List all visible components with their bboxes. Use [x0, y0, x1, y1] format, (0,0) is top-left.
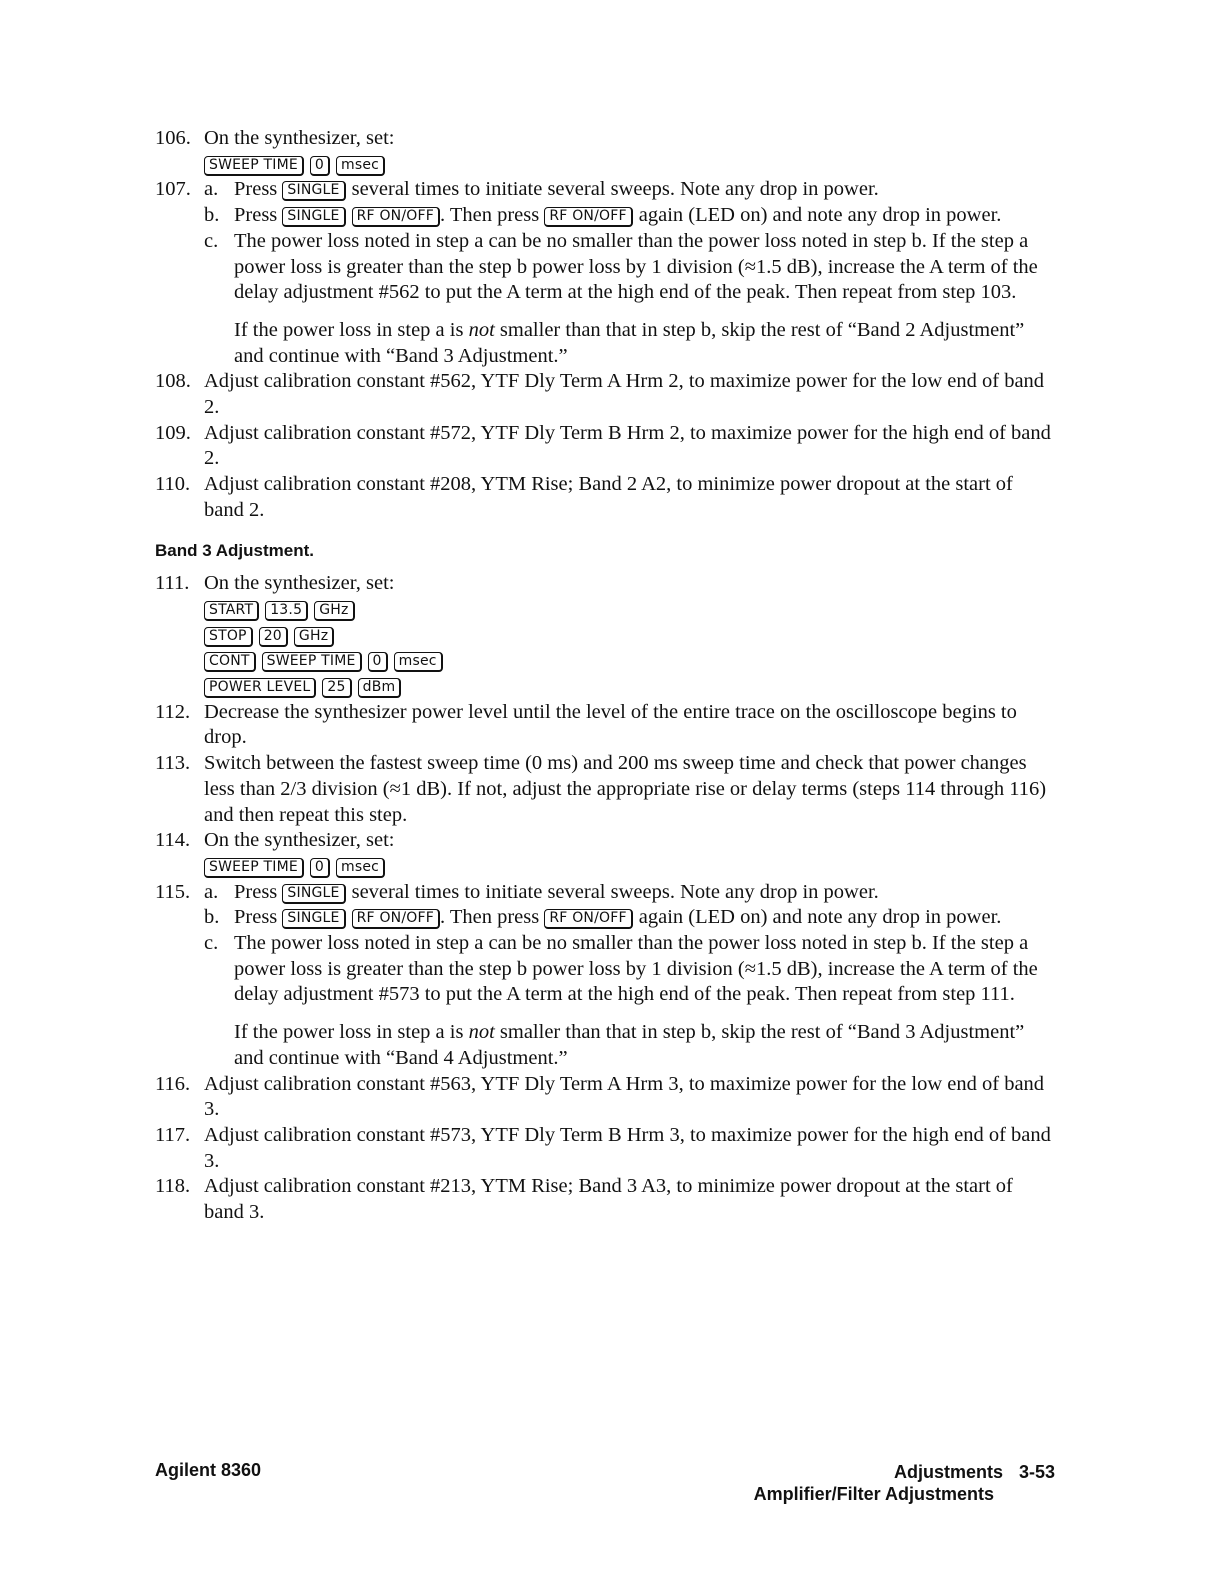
key-sequence: [204, 854, 1055, 880]
key-single[interactable]: SINGLE: [282, 207, 345, 227]
substep-b: [204, 905, 1055, 931]
key-25[interactable]: 25: [322, 678, 351, 698]
step-116: [155, 1072, 1055, 1123]
substep-label: a.: [204, 880, 219, 903]
step-111: [155, 571, 1055, 699]
key-single[interactable]: SINGLE: [282, 909, 345, 929]
step-number: 108.: [155, 370, 191, 393]
text: several times to initiate several sweeps. Note any drop in power.: [351, 178, 879, 201]
step-113: [155, 751, 1055, 828]
section-heading: Band 3 Adjustment.: [155, 540, 314, 560]
key-0[interactable]: 0: [368, 652, 388, 672]
key-20[interactable]: 20: [259, 627, 288, 647]
key-sequence: [204, 152, 1055, 178]
key-msec[interactable]: msec: [336, 858, 385, 878]
substep-label: a.: [204, 178, 219, 201]
footer-section: [894, 1460, 1055, 1484]
key-0[interactable]: 0: [310, 156, 330, 176]
substep-b: [204, 203, 1055, 229]
key-power-level[interactable]: POWER LEVEL: [204, 678, 316, 698]
step-number: 117.: [155, 1123, 191, 1146]
substep-label: c.: [204, 229, 219, 252]
key-rf-on-off[interactable]: RF ON/OFF: [544, 207, 632, 227]
step-108: [155, 369, 1055, 420]
procedure-content: [155, 126, 1055, 1226]
step-text: Adjust calibration constant #208, YTM Rise; Band 2 A2, to minimize power dropout at the start of band 2.: [204, 473, 1013, 521]
substep-label: c.: [204, 932, 219, 954]
key-dbm[interactable]: dBm: [358, 678, 402, 698]
footer-subsection: Amplifier/Filter Adjustments: [753, 1484, 994, 1504]
step-text: On the synthesizer, set:: [204, 829, 395, 852]
note-paragraph: If the power loss in step a is not smaller than that in step b, skip the rest of “Band 2 Adjustment” and continue with “Band 3 Adjustment.”: [234, 318, 1025, 367]
step-number: 111.: [155, 572, 190, 595]
substep-c: [204, 229, 1055, 370]
step-text: Adjust calibration constant #563, YTF Dly Term A Hrm 3, to maximize power for the low end of band 3.: [204, 1072, 1045, 1121]
step-text: Adjust calibration constant #562, YTF Dly Term A Hrm 2, to maximize power for the low end of band 2.: [204, 370, 1045, 419]
step-number: 116.: [155, 1072, 191, 1095]
step-number: 113.: [155, 752, 191, 775]
key-13-5[interactable]: 13.5: [265, 601, 308, 621]
step-text: Adjust calibration constant #213, YTM Rise; Band 3 A3, to minimize power dropout at the start of band 3.: [204, 1175, 1013, 1224]
text: The power loss noted in step a can be no smaller than the power loss noted in step b. If the step a power loss is greater than the step b power loss by 1 division (≈1.5 dB), increase the A term of the delay adjustment #562 to put the A term at the high end of the peak. Then repeat from step 103.: [234, 229, 1038, 304]
step-number: 115.: [155, 880, 191, 903]
key-sweep-time[interactable]: SWEEP TIME: [204, 858, 304, 878]
step-number: 109.: [155, 421, 191, 444]
step-number: 114.: [155, 829, 191, 852]
step-text: Adjust calibration constant #573, YTF Dly Term B Hrm 3, to maximize power for the high end of band 3.: [204, 1123, 1051, 1172]
step-text: Switch between the fastest sweep time (0 ms) and 200 ms sweep time and check that power changes less than 2/3 division (≈1 dB). If not, adjust the appropriate rise or delay terms (steps 114 through 116) and then repeat this step.: [204, 752, 1047, 826]
footer-product: Agilent 8360: [155, 1460, 262, 1480]
page-number: 3-53: [1018, 1462, 1055, 1482]
key-sequence: [204, 597, 1055, 623]
step-text: Adjust calibration constant #572, YTF Dly Term B Hrm 2, to maximize power for the high end of band 2.: [204, 421, 1051, 470]
key-rf-on-off[interactable]: RF ON/OFF: [352, 207, 440, 227]
step-number: 107.: [155, 178, 191, 201]
text: Press: [234, 880, 278, 903]
note-paragraph: If the power loss in step a is not smaller than that in step b, skip the rest of “Band 3 Adjustment” and continue with “Band 4 Adjustment.”: [234, 1021, 1025, 1069]
text: again (LED on) and note any drop in power.: [638, 204, 1002, 227]
key-rf-on-off[interactable]: RF ON/OFF: [544, 909, 632, 929]
step-text: Decrease the synthesizer power level until the level of the entire trace on the oscilloscope begins to drop.: [204, 700, 1017, 749]
key-stop[interactable]: STOP: [204, 627, 253, 647]
text: Press: [234, 906, 278, 929]
step-number: 112.: [155, 700, 191, 723]
text: . Then press: [439, 204, 540, 227]
step-number: 118.: [155, 1175, 191, 1198]
step-text: On the synthesizer, set:: [204, 572, 395, 595]
step-109: [155, 421, 1055, 472]
key-sweep-time[interactable]: SWEEP TIME: [204, 156, 304, 176]
substep-label: b.: [204, 204, 220, 227]
text: Press: [234, 204, 278, 227]
text: The power loss noted in step a can be no smaller than the power loss noted in step b. If the step a power loss is greater than the step b power loss by 1 division (≈1.5 dB), increase the A term of the delay adjustment #573 to put the A term at the high end of the peak. Then repeat from step 111.: [234, 932, 1038, 1006]
substep-label: b.: [204, 906, 220, 929]
key-0[interactable]: 0: [310, 858, 330, 878]
text: . Then press: [439, 906, 540, 929]
step-text: On the synthesizer, set:: [204, 127, 395, 149]
key-msec[interactable]: msec: [336, 156, 385, 176]
text: Press: [234, 178, 278, 201]
step-number: 106.: [155, 127, 191, 149]
substep-a: [204, 880, 1055, 906]
key-sequence: [204, 674, 1055, 700]
step-118: [155, 1174, 1055, 1225]
key-sequence: [204, 623, 1055, 649]
key-msec[interactable]: msec: [394, 652, 443, 672]
step-106: [155, 126, 1055, 177]
step-117: [155, 1123, 1055, 1174]
key-sequence: [204, 648, 1055, 674]
key-sweep-time[interactable]: SWEEP TIME: [262, 652, 362, 672]
key-start[interactable]: START: [204, 601, 259, 621]
step-115: [155, 880, 1055, 1072]
step-110: [155, 472, 1055, 523]
step-number: 110.: [155, 473, 191, 496]
footer-section-title: Adjustments: [893, 1462, 1003, 1482]
key-cont[interactable]: CONT: [204, 652, 256, 672]
substep-a: [204, 177, 1055, 203]
substep-c: [204, 931, 1055, 1072]
key-ghz[interactable]: GHz: [294, 627, 334, 647]
text: again (LED on) and note any drop in power.: [638, 906, 1002, 929]
key-single[interactable]: SINGLE: [282, 884, 345, 904]
key-ghz[interactable]: GHz: [314, 601, 354, 621]
step-107: [155, 177, 1055, 369]
step-114: [155, 828, 1055, 879]
key-single[interactable]: SINGLE: [282, 181, 345, 201]
step-112: [155, 700, 1055, 751]
key-rf-on-off[interactable]: RF ON/OFF: [352, 909, 440, 929]
text: several times to initiate several sweeps. Note any drop in power.: [351, 880, 879, 903]
